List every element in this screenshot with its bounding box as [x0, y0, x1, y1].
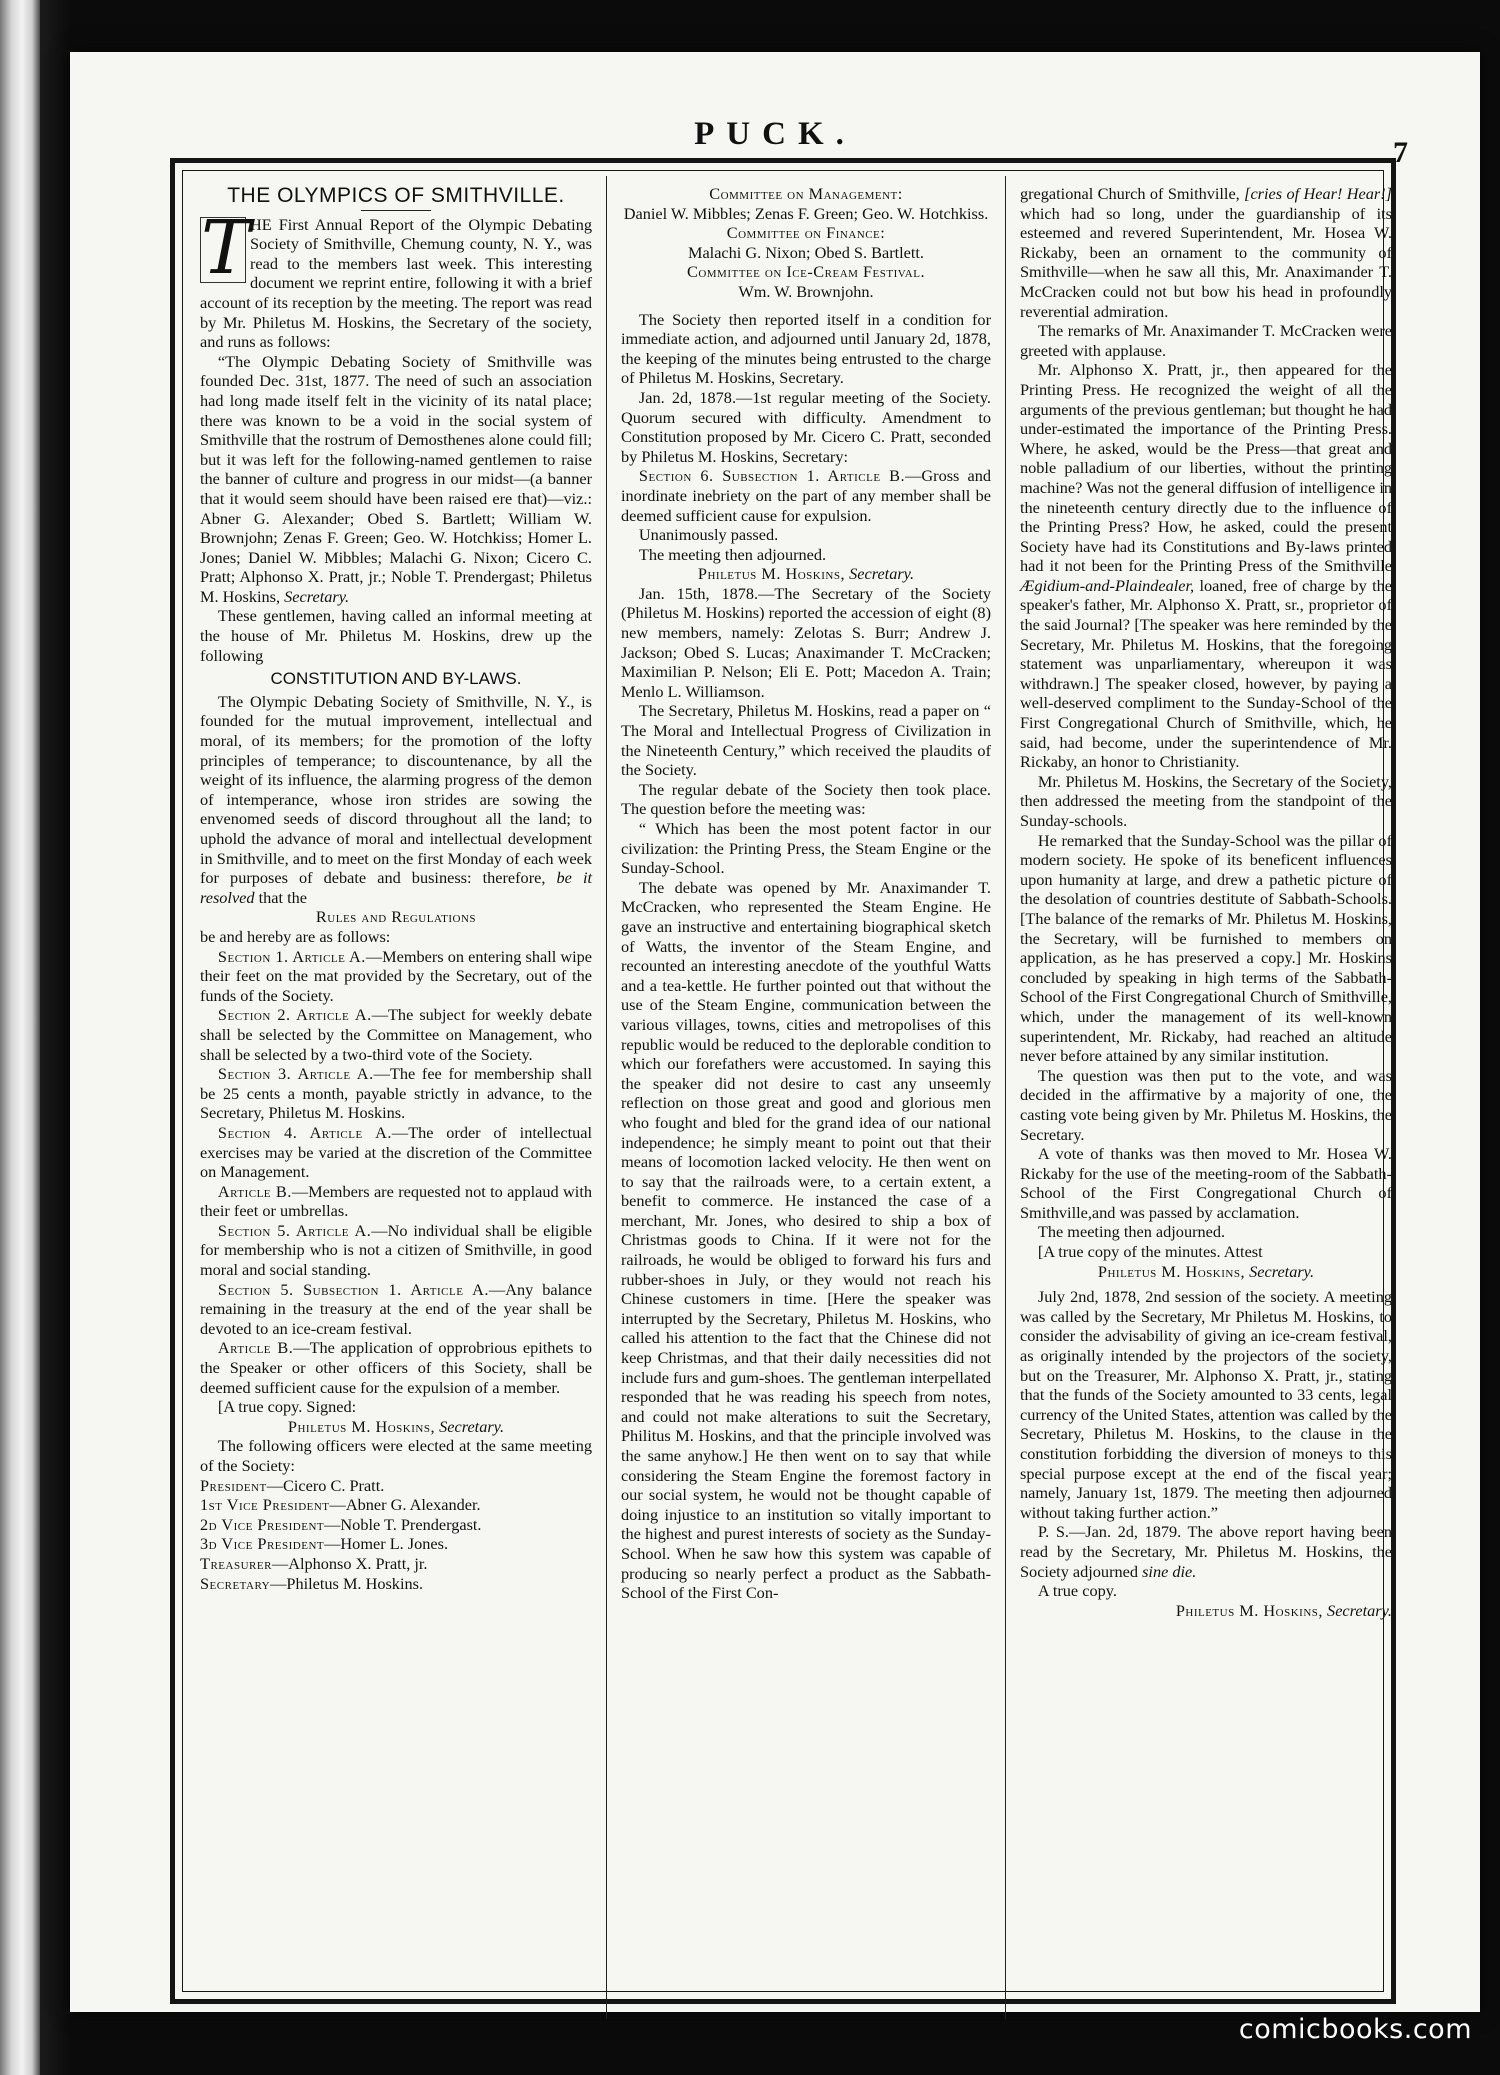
rule-item: Section 2. Article A.—The subject for weekly debate shall be selected by the Committee on Management, who shall be selected by a two-third vote of the Society. [200, 1005, 592, 1064]
paragraph: A vote of thanks was then moved to Mr. Hosea W. Rickaby for the use of the meeting-room of the Sabbath-School of the First Congregational Church of Smithville,and was passed by acclamation. [1020, 1144, 1392, 1222]
signature: Philetus M. Hoskins, Secretary. [1175, 1600, 1392, 1620]
rule-item: Section 3. Article A.—The fee for membership shall be 25 cents a month, payable strictly in advance, to the Secretary, Philetus M. Hoskins. [200, 1064, 592, 1123]
officer-row: Secretary—Philetus M. Hoskins. [200, 1573, 424, 1593]
column-1 [186, 176, 606, 2019]
subheading: Rules and Regulations [315, 907, 477, 927]
paragraph: A true copy. [1037, 1581, 1117, 1601]
title-rule [361, 210, 431, 211]
paragraph: The meeting then adjourned. [638, 544, 827, 564]
intro-paragraph: T HE First Annual Report of the Olympic Debating Society of Smithville, Chemung county, N. Y., was read to the members last week. This interesting document we reprint entire, following it with a brief account of its reception by the meeting. The report was read by Mr. Philetus M. Hoskins, the Secretary of the society, and runs as follows: [200, 204, 592, 352]
paragraph: The Secretary, Philetus M. Hoskins, read a paper on “ The Moral and Intellectual Progress of Civilization in the Nineteenth Century,” which received the plaudits of the Society. [621, 701, 991, 780]
attest-line: [A true copy of the minutes. Attest [1037, 1242, 1263, 1262]
rule-item: Section 5. Article A.—No individual shall be eligible for membership who is not a citizen of Smithville, in good moral and social standing. [200, 1220, 592, 1280]
signature: Philetus M. Hoskins, Secretary. [697, 564, 915, 584]
committee-names: Wm. W. Brownjohn. [738, 281, 874, 301]
paragraph: The meeting then adjourned. [1037, 1222, 1226, 1242]
masthead: PUCK. [694, 116, 856, 152]
officer-row: 2d Vice President—Noble T. Prendergast. [200, 1514, 482, 1534]
signature: Philetus M. Hoskins, Secretary. [1097, 1261, 1315, 1281]
binding-edge [0, 0, 40, 2075]
paragraph: “ Which has been the most potent factor in our civilization: the Printing Press, the Steam Engine or the Sunday-School. [621, 819, 991, 878]
paragraph: gregational Church of Smithville, [cries of Hear! Hear!] which had so long, under the guardianship of its esteemed and revered Superintendent, Mr. Hosea W. Rickaby, been an ornament to the community of Smithville—when he saw all this, Mr. Anaximander T. McCracken could not but bow his head in profoundly reverential admiration. [1020, 184, 1392, 321]
page-number: 7 [1393, 136, 1408, 169]
column-3 [1006, 176, 1406, 2019]
attest-line: [A true copy. Signed: [217, 1397, 357, 1417]
officer-row: Treasurer—Alphonso X. Pratt, jr. [200, 1553, 428, 1573]
paragraph: The regular debate of the Society then took place. The question before the meeting was: [621, 779, 991, 819]
paragraph: The remarks of Mr. Anaximander T. McCracken were greeted with applause. [1020, 321, 1392, 360]
paragraph: The Olympic Debating Society of Smithville, N. Y., is founded for the mutual improvement, intellectual and moral, of its members; for the promotion of the lofty principles of temperance; to discountenance, by all the weight of its influence, the alarming progress of the demon of intemperance, whose iron strides are sowing the envenomed seeds of discord throughout all the land; to uphold the advance of moral and intellectual development in Smithville, and to meet on the first Monday of each week for purposes of debate and business: therefore, be it resolved that the [200, 691, 592, 907]
paragraph: Mr. Philetus M. Hoskins, the Secretary of the Society, then addressed the meeting from the standpoint of the Sunday-schools. [1020, 771, 1392, 830]
rule-item: Article B.—The application of opprobrious epithets to the Speaker or other officers of this Society, shall be deemed sufficient cause for the expulsion of a member. [200, 1338, 592, 1397]
officers-list [200, 1476, 592, 1594]
paragraph: July 2nd, 1878, 2nd session of the society. A meeting was called by the Secretary, Mr Philetus M. Hoskins, to consider the advisability of giving an ice-cream festival, as originally intended by the projectors of the society, but on the Treasurer, Mr. Alphonso X. Pratt, jr., stating that the funds of the Society amounted to 33 cents, legal currency of the United States, attention was called by the Secretary, Philetus M. Hoskins, to the clause in the constitution forbidding the diversion of moneys to this special purpose except at the end of the fiscal year; namely, January 1st, 1879. The meeting then adjourned without taking further action.” [1020, 1287, 1392, 1522]
committee-heading: Committee on Finance: [726, 223, 886, 243]
committee-names: Malachi G. Nixon; Obed S. Bartlett. [687, 242, 925, 262]
paragraph: The question was then put to the vote, and was decided in the affirmative by a majority of one, the casting vote being given by Mr. Philetus M. Hoskins, the Secretary. [1020, 1065, 1392, 1144]
committee-heading: Committee on Ice-Cream Festival. [686, 262, 926, 282]
paragraph: be and hereby are as follows: [200, 926, 391, 946]
article-columns [186, 176, 1408, 2019]
paragraph: Unanimously passed. [638, 525, 779, 545]
officer-row: 3d Vice President—Homer L. Jones. [200, 1534, 449, 1554]
officer-row: President—Cicero C. Pratt. [200, 1475, 385, 1495]
paragraph: Mr. Alphonso X. Pratt, jr., then appeared for the Printing Press. He recognized the weight of all the arguments of the previous gentleman; but thought he had under-estimated the importance of the Printing Press. Where, he asked, would be the Press—that great and noble palladium of our liberties, without the printing machine? Was not the general diffusion of intelligence in the nineteenth century directly due to the influence of the Printing Press? How, he asked, could the present Society have had its Constitutions and By-laws printed had it not been for the Printing Press of the Smithville Ægidium-and-Plaindealer, loaned, free of charge by the speaker's father, Mr. Alphonso X. Pratt, sr., proprietor of the said Journal? [The speaker was here reminded by the Secretary, Mr. Philetus M. Hoskins, that the foregoing statement was unparliamentary, whereupon it was withdrawn.] The speaker closed, however, by paying a well-deserved compliment to the Sunday-School of the First Congregational Church of Smithville, which, he said, had become, under the superintendence of Mr. Rickaby, an honor to Christianity. [1020, 360, 1392, 772]
section-heading: CONSTITUTION AND BY-LAWS. [270, 669, 522, 689]
page-sheet [70, 52, 1480, 2012]
column-2 [606, 176, 1006, 2019]
paragraph: Jan. 2d, 1878.—1st regular meeting of the Society. Quorum secured with difficulty. Amendment to Constitution proposed by Mr. Cicero C. Pratt, seconded by Philetus M. Hoskins, Secretary: [621, 387, 991, 466]
committee-names: Daniel W. Mibbles; Zenas F. Green; Geo. W. Hotchkiss. [623, 203, 989, 223]
paragraph: P. S.—Jan. 2d, 1879. The above report having been read by the Secretary, Mr. Philetus M. Hoskins, the Society adjourned sine die. [1020, 1522, 1392, 1581]
paragraph: These gentlemen, having called an informal meeting at the house of Mr. Philetus M. Hoskins, drew up the following [200, 606, 592, 665]
drop-cap: T [201, 204, 251, 291]
site-watermark: comicbooks.com [1238, 2014, 1472, 2045]
committee-heading: Committee on Management: [709, 184, 903, 203]
paragraph: “The Olympic Debating Society of Smithville was founded Dec. 31st, 1877. The need of such an association had long made itself felt in the vicinity of its natal place; there was known to be a void in the social system of Smithville that the rostrum of Demosthenes alone could fill; but it was left for the following-named gentlemen to raise the banner of culture and progress in our midst—(a banner that it would seem should have been raised ere that)—viz.: Abner G. Alexander; Obed S. Bartlett; William W. Brownjohn; Zenas F. Green; Geo. W. Hotchkiss; Homer L. Jones; Daniel W. Mibbles; Malachi G. Nixon; Cicero C. Pratt; Alphonso X. Pratt, jr.; Noble T. Prendergast; Philetus M. Hoskins, Secretary. [200, 351, 592, 606]
paragraph: The Society then reported itself in a condition for immediate action, and adjourned until January 2d, 1878, the keeping of the minutes being entrusted to the charge of Philetus M. Hoskins, Secretary. [621, 309, 991, 388]
rule-item: Section 6. Subsection 1. Article B.—Gross and inordinate inebriety on the part of any member shall be deemed sufficient cause for expulsion. [621, 466, 991, 525]
paragraph: The debate was opened by Mr. Anaximander T. McCracken, who represented the Steam Engine. He gave an instructive and entertaining biographical sketch of Watts, the inventor of the Steam Engine, and recounted an interesting anecdote of the youthful Watts and a tea-kettle. He further pointed out that without the use of the Steam Engine, communication between the various villages, towns, cities and metropolises of this republic would be reduced to the deplorable condition to which our forefathers were accustomed. In saying this the speaker did not desire to cast any unseemly reflection on those great and good and glorious men who fought and bled for the grand idea of our national independence; he simply meant to point out that their means of locomotion lacked velocity. He then went on to say that the railroads were, to a certain extent, a benefit to commerce. He instanced the case of a merchant, Mr. Jones, who desired to ship a box of Christmas goods to China. If it were not for the railroads, he would be obliged to forward his furs and rubber-shoes in July, or they would not reach his Chinese customers in time. [Here the speaker was interrupted by the Secretary, Philetus M. Hoskins, who called his attention to the fact that the Chinese did not keep Christmas, and that their daily necessities did not include furs and gum-shoes. The gentleman interpellated responded that he was reading his speech from notes, and could not make alterations to suit the Secretary, Philitus M. Hoskins, and that the principle involved was the same anyhow.] He then went on to say that while considering the Steam Engine the foremost factory in our social system, he would not be thought capable of doing injustice to an institution so vitally important to the highest and purest interests of society as the Sunday-School. When he saw how this system was capable of producing so nearly perfect a product as the Sabbath-School of the First Con- [621, 877, 991, 1603]
article-title: THE OLYMPICS OF SMITHVILLE. [227, 184, 565, 207]
paragraph: He remarked that the Sunday-School was the pillar of modern society. He spoke of its beneficent influences upon humanity at large, and drew a pathetic picture of the desolation of countries destitute of Sabbath-Schools. [The balance of the remarks of Mr. Philetus M. Hoskins, the Secretary, will be furnished to members on application, as he has preserved a copy.] Mr. Hoskins concluded by speaking in high terms of the Sabbath-School of the First Congregational Church of Smithville, which, under the management of its well-known superintendent, Mr. Rickaby, had reached an altitude never before attained by any similar institution. [1020, 830, 1392, 1066]
officer-row: 1st Vice President—Abner G. Alexander. [200, 1495, 481, 1515]
binding-shadow [40, 0, 70, 2075]
paragraph: Jan. 15th, 1878.—The Secretary of the Society (Philetus M. Hoskins) reported the accession of eight (8) new members, namely: Zelotas S. Burr; Andrew J. Jackson; Obed S. Lucas; Anaximander T. McCracken; Maximilian P. Nelson; Eli E. Pott; Macedon A. Train; Menlo L. Williamson. [621, 583, 991, 701]
signature: Philetus M. Hoskins, Secretary. [287, 1416, 505, 1436]
rule-item: Article B.—Members are requested not to applaud with their feet or umbrellas. [200, 1181, 592, 1221]
rule-item: Section 5. Subsection 1. Article A.—Any balance remaining in the treasury at the end of the year shall be devoted to an ice-cream festival. [200, 1279, 592, 1338]
rule-item: Section 4. Article A.—The order of intellectual exercises may be varied at the discretion of the Committee on Management. [200, 1122, 592, 1182]
paragraph: The following officers were elected at the same meeting of the Society: [200, 1436, 592, 1475]
rule-item: Section 1. Article A.—Members on entering shall wipe their feet on the mat provided by the Secretary, out of the funds of the Society. [200, 946, 592, 1005]
